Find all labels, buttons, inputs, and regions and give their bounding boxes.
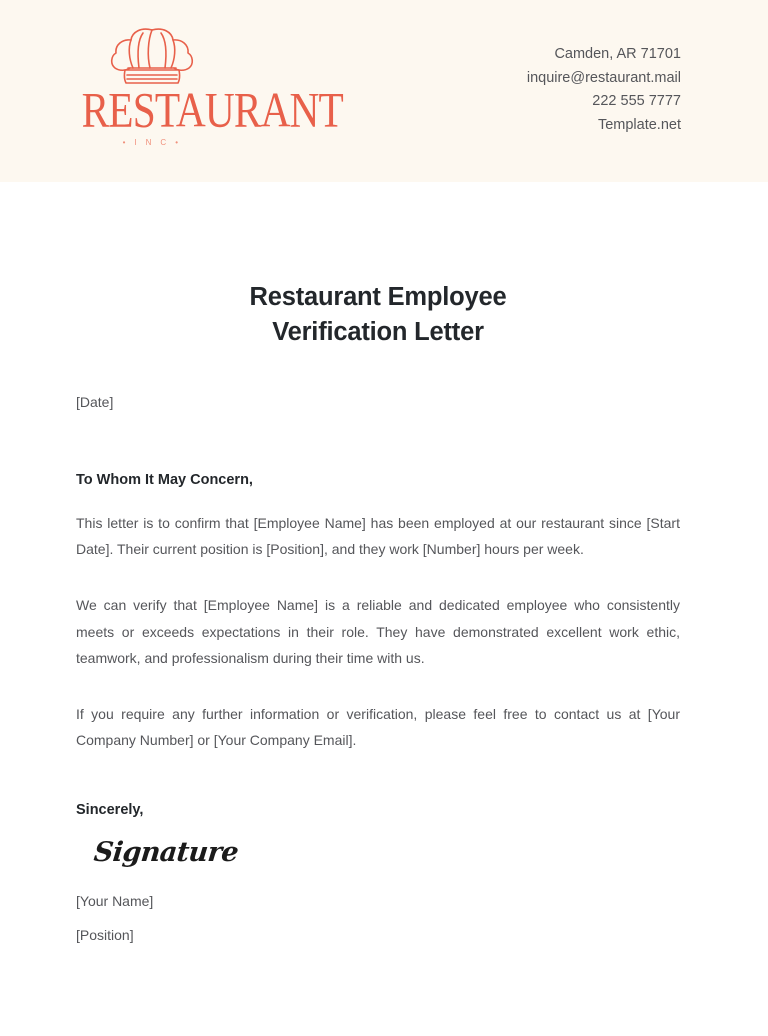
letter-paragraph-2: We can verify that [Employee Name] is a reliable and dedicated employee who consistently meets or exceeds expectations in their role. They have demonstrated excellent work ethic, teamwork, and professionalism during their time with us. xyxy=(76,597,680,666)
signature-mark: Signature xyxy=(92,837,240,869)
contact-address: Camden, AR 71701 xyxy=(554,46,681,62)
logo-tagline: • I N C • xyxy=(122,138,182,147)
contact-email: inquire@restaurant.mail xyxy=(526,69,681,86)
letter-paragraph-3: If you require any further information or verification, please feel free to contact us at [Your Company Number] or [Your Company Email]. xyxy=(76,706,680,749)
page-title-line-1: Restaurant Employee xyxy=(249,283,507,311)
chef-hat-icon xyxy=(100,26,204,88)
letter-date: [Date] xyxy=(76,394,114,410)
letter-body xyxy=(76,392,680,945)
signer-name: [Your Name] xyxy=(76,893,154,910)
page-title xyxy=(76,280,680,350)
contact-info xyxy=(527,43,681,137)
contact-phone: 222 555 7777 xyxy=(592,93,681,109)
letter-paragraph-1: This letter is to confirm that [Employee Name] has been employed at our restaurant since [Start Date]. Their current position is [Position], and they work [Number] hours per week. xyxy=(76,515,680,558)
logo-wordmark: RESTAURANT xyxy=(81,82,343,139)
signer-position: [Position] xyxy=(76,927,134,944)
letter-salutation: To Whom It May Concern, xyxy=(76,472,253,488)
company-logo xyxy=(72,26,343,161)
page-title-line-2: Verification Letter xyxy=(272,318,484,346)
letter-closing: Sincerely, xyxy=(76,802,144,819)
contact-website: Template.net xyxy=(597,116,681,133)
letterhead-band xyxy=(0,0,768,182)
